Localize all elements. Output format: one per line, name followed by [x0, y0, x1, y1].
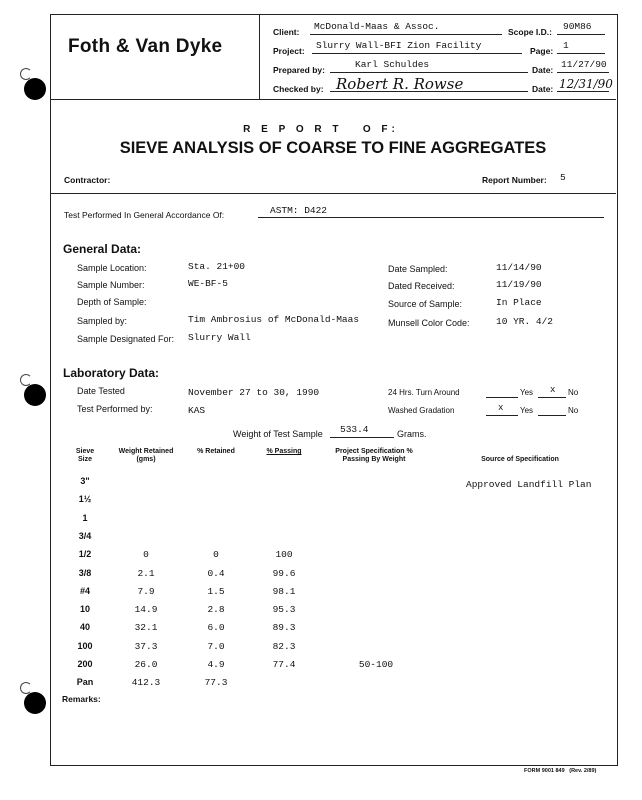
dated-received-value: 11/19/90 — [496, 279, 542, 290]
turn-no: No — [568, 388, 579, 397]
client-value: McDonald-Maas & Assoc. — [314, 21, 440, 32]
sample-number-label: Sample Number: — [77, 280, 145, 290]
performed-label: Test Performed by: — [77, 404, 153, 414]
weight-retained-cell: 2.1 — [137, 568, 155, 579]
source-value: In Place — [496, 297, 542, 308]
designated-value: Slurry Wall — [188, 332, 251, 343]
performed-value: KAS — [188, 405, 206, 416]
sample-location-label: Sample Location: — [77, 263, 147, 273]
remarks-label: Remarks: — [62, 694, 101, 704]
sieve-size-cell: 1½ — [78, 494, 92, 504]
page-label: Page: — [530, 46, 554, 56]
contractor-label: Contractor: — [64, 175, 111, 185]
weight-retained-cell: 37.3 — [134, 641, 158, 652]
general-heading: General Data: — [63, 242, 142, 256]
pct-retained-cell: 6.0 — [207, 622, 225, 633]
turn-yes-mark: x — [550, 385, 556, 395]
header-source-spec: Source of Specification — [481, 456, 559, 463]
checked-label: Checked by: — [273, 84, 324, 94]
sampled-by-label: Sampled by: — [77, 316, 128, 326]
header-sieve-size: Sieve Size — [75, 448, 95, 463]
munsell-label: Munsell Color Code: — [388, 318, 470, 328]
test-label: Test Performed In General Accordance Of: — [64, 210, 225, 220]
lab-heading: Laboratory Data: — [63, 366, 160, 380]
sieve-size-cell: 40 — [79, 622, 90, 632]
prepared-value: Karl Schuldes — [355, 59, 430, 70]
turn-yes: Yes — [520, 388, 534, 397]
weight-retained-cell: 412.3 — [131, 677, 161, 688]
weight-unit: Grams. — [397, 429, 427, 439]
pct-passing-cell: 89.3 — [272, 622, 296, 633]
sieve-size-cell: 3/4 — [78, 531, 92, 541]
pct-retained-cell: 0 — [213, 549, 219, 560]
dated-received-label: Dated Received: — [388, 281, 455, 291]
report-of: R E P O R T O F: — [243, 124, 399, 135]
form-number: FORM 9001 849 (Rev. 2/89) — [524, 768, 597, 774]
washed-label: Washed Gradation — [388, 406, 455, 415]
pct-passing-cell: 95.3 — [272, 604, 296, 615]
test-value: ASTM: D422 — [270, 205, 328, 216]
sampled-by-value: Tim Ambrosius of McDonald-Maas — [188, 314, 360, 325]
report-number-label: Report Number: — [482, 175, 547, 185]
binder-mark-top — [20, 68, 32, 80]
checked-signature: Robert R. Rowse — [336, 75, 464, 93]
header-divider — [50, 99, 616, 100]
weight-retained-cell: 32.1 — [134, 622, 158, 633]
title-divider — [50, 193, 616, 194]
report-title: SIEVE ANALYSIS OF COARSE TO FINE AGGREGATES — [119, 139, 547, 157]
pct-retained-cell: 1.5 — [207, 586, 225, 597]
binder-mark-middle — [20, 374, 32, 386]
date-tested-value: November 27 to 30, 1990 — [188, 387, 320, 398]
weight-label: Weight of Test Sample — [233, 429, 323, 439]
header-weight-retained: Weight Retained (gms) — [118, 448, 174, 463]
project-spec-cell: 50-100 — [358, 659, 394, 670]
date-tested-label: Date Tested — [77, 386, 125, 396]
binder-hole-middle — [24, 384, 46, 406]
report-number-value: 5 — [560, 172, 566, 183]
pct-passing-cell: 82.3 — [272, 641, 296, 652]
sample-number-value: WE-BF-5 — [188, 278, 228, 289]
washed-mark: x — [498, 403, 504, 413]
project-value: Slurry Wall-BFI Zion Facility — [316, 40, 482, 51]
binder-hole-top — [24, 78, 46, 100]
weight-retained-cell: 0 — [143, 549, 149, 560]
logo-divider — [259, 14, 260, 99]
date-sampled-label: Date Sampled: — [388, 264, 448, 274]
sample-location-value: Sta. 21+00 — [188, 261, 246, 272]
header-pct-passing: % Passing — [266, 448, 302, 455]
pct-retained-cell: 0.4 — [207, 568, 225, 579]
date-sampled-value: 11/14/90 — [496, 262, 542, 273]
sieve-size-cell: 10 — [79, 604, 90, 614]
pct-retained-cell: 2.8 — [207, 604, 225, 615]
sieve-size-cell: Pan — [76, 677, 94, 687]
pct-retained-cell: 4.9 — [207, 659, 225, 670]
sieve-size-cell: 1 — [82, 513, 88, 523]
weight-retained-cell: 7.9 — [137, 586, 155, 597]
sieve-size-cell: #4 — [79, 586, 90, 596]
washed-yes: Yes — [520, 406, 534, 415]
date1-label: Date: — [532, 65, 554, 75]
pct-passing-cell: 98.1 — [272, 586, 296, 597]
sieve-size-cell: 3/8 — [78, 568, 92, 578]
pct-passing-cell: 99.6 — [272, 568, 296, 579]
depth-label: Depth of Sample: — [77, 297, 147, 307]
scope-value: 90M86 — [563, 21, 592, 32]
turn-label: 24 Hrs. Turn Around — [388, 388, 460, 397]
sieve-size-cell: 1/2 — [78, 549, 92, 559]
washed-line-2 — [538, 404, 566, 416]
scope-label: Scope I.D.: — [508, 27, 552, 37]
project-label: Project: — [273, 46, 305, 56]
client-label: Client: — [273, 27, 300, 37]
pct-retained-cell: 77.3 — [204, 677, 228, 688]
weight-retained-cell: 26.0 — [134, 659, 158, 670]
header-project-spec: Project Specification % Passing By Weight — [335, 448, 413, 463]
binder-mark-bottom — [20, 682, 32, 694]
sieve-size-cell: 3" — [80, 476, 90, 486]
pct-passing-cell: 77.4 — [272, 659, 296, 670]
source-label: Source of Sample: — [388, 299, 463, 309]
sieve-size-cell: 200 — [77, 659, 93, 669]
prepared-label: Prepared by: — [273, 65, 325, 75]
weight-value: 533.4 — [340, 424, 369, 435]
page-value: 1 — [563, 40, 569, 51]
header-pct-retained: % Retained — [197, 448, 235, 455]
date2-handwritten: 12/31/90 — [559, 77, 613, 91]
designated-label: Sample Designated For: — [77, 334, 175, 344]
sieve-size-cell: 100 — [77, 641, 93, 651]
turn-line-1 — [486, 386, 518, 398]
date1-value: 11/27/90 — [561, 59, 607, 70]
washed-no: No — [568, 406, 579, 415]
company-name: Foth & Van Dyke — [68, 36, 223, 57]
binder-hole-bottom — [24, 692, 46, 714]
date2-label: Date: — [532, 84, 554, 94]
munsell-value: 10 YR. 4/2 — [496, 316, 554, 327]
pct-passing-cell: 100 — [275, 549, 293, 560]
pct-retained-cell: 7.0 — [207, 641, 225, 652]
weight-retained-cell: 14.9 — [134, 604, 158, 615]
source-spec-value: Approved Landfill Plan — [466, 479, 592, 490]
